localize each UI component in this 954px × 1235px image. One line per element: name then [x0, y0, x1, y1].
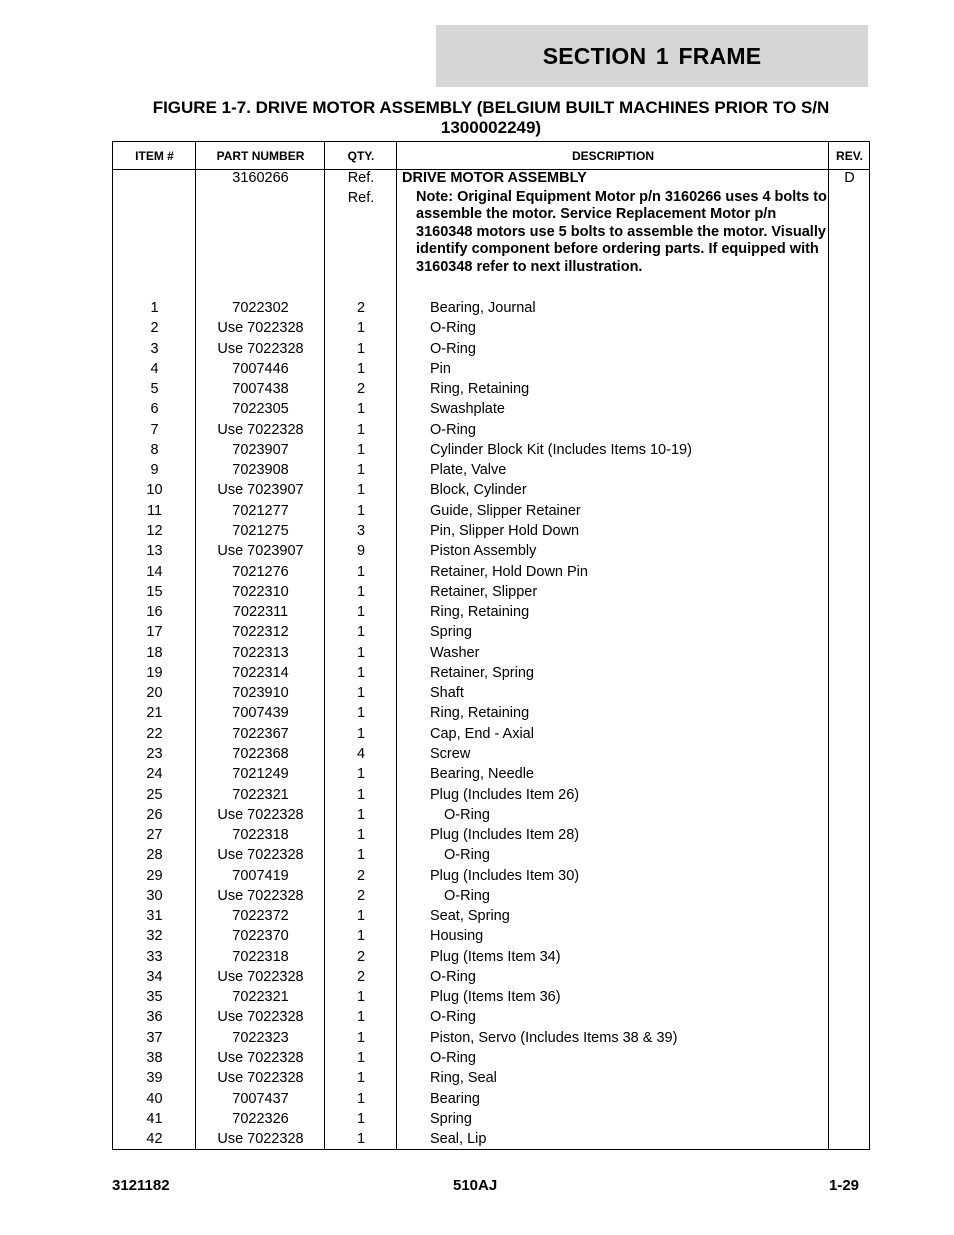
row-description: Spring [430, 624, 472, 641]
parts-table [112, 141, 870, 1150]
row-item-number: 17 [146, 624, 163, 641]
row-item-number: 10 [146, 482, 163, 499]
row-qty: 1 [356, 644, 366, 661]
row-description: Retainer, Slipper [430, 583, 538, 600]
row-description: Bearing [430, 1090, 480, 1107]
row-qty: 1 [356, 664, 366, 681]
row-description: O-Ring [444, 887, 490, 904]
row-qty: 1 [356, 908, 366, 925]
row-part-number: 7007419 [232, 867, 289, 884]
row-part-number: 7022323 [232, 1029, 289, 1046]
column-divider [828, 142, 829, 1149]
row-description: Washer [430, 644, 480, 661]
row-description: Plug (Includes Item 26) [430, 786, 580, 803]
row-description: Shaft [430, 685, 464, 702]
row-description: O-Ring [430, 340, 476, 357]
row-part-number: 7007446 [232, 360, 289, 377]
row-qty: 1 [356, 462, 366, 479]
row-qty: 1 [356, 1070, 366, 1087]
row-description: O-Ring [444, 847, 490, 864]
row-qty: 1 [356, 624, 366, 641]
row-qty: 1 [356, 685, 366, 702]
row-qty: 1 [356, 786, 366, 803]
row-qty: 1 [356, 928, 366, 945]
row-qty: 3 [356, 523, 366, 539]
row-part-number: Use 7022328 [217, 1009, 304, 1026]
row-item-number: 31 [146, 908, 163, 925]
row-description: Swashplate [430, 401, 505, 418]
row-part-number: 7022370 [232, 928, 289, 945]
row-item-number: 37 [146, 1029, 163, 1046]
row-description: Pin, Slipper Hold Down [430, 523, 580, 539]
row-item-number: 21 [146, 705, 163, 722]
row-item-number: 18 [146, 644, 163, 661]
row-part-number: 7022321 [232, 989, 289, 1006]
row-part-number: 7022326 [232, 1110, 289, 1127]
row-item-number: 5 [150, 381, 159, 398]
row-item-number: 11 [146, 502, 163, 519]
row-qty: 1 [356, 725, 366, 742]
row-part-number: Use 7022328 [217, 421, 304, 438]
note-qty: Ref. [347, 190, 375, 206]
row-qty: 2 [356, 381, 366, 398]
row-qty: 1 [356, 1090, 366, 1107]
row-item-number: 6 [150, 401, 159, 418]
row-item-number: 19 [146, 664, 163, 681]
row-description: Ring, Retaining [430, 604, 530, 621]
row-item-number: 7 [150, 421, 159, 438]
row-description: Ring, Retaining [430, 381, 530, 398]
row-part-number: Use 7022328 [217, 1131, 304, 1148]
row-description: Screw [430, 745, 471, 762]
row-qty: 1 [356, 583, 366, 600]
header-item: ITEM # [135, 148, 174, 163]
assembly-rev: D [844, 170, 855, 186]
row-description: Bearing, Journal [430, 300, 536, 316]
row-part-number: 7022311 [232, 604, 289, 621]
row-item-number: 42 [146, 1131, 163, 1148]
row-qty: 1 [356, 827, 366, 843]
row-item-number: 4 [150, 360, 159, 377]
row-item-number: 32 [146, 928, 163, 945]
row-part-number: 7007437 [232, 1090, 289, 1107]
row-part-number: 7022318 [232, 948, 289, 965]
row-qty: 1 [356, 806, 366, 823]
row-description: Plate, Valve [430, 462, 507, 479]
row-item-number: 24 [146, 766, 163, 783]
row-qty: 1 [356, 1050, 366, 1066]
row-part-number: 7023907 [232, 441, 289, 458]
figure-title: FIGURE 1-7. DRIVE MOTOR ASSEMBLY (BELGIUM BUILT MACHINES PRIOR TO S/N 1300002249) [152, 98, 830, 137]
row-description: O-Ring [444, 806, 490, 823]
row-item-number: 39 [146, 1070, 163, 1087]
row-description: Piston Assembly [430, 543, 537, 560]
row-part-number: Use 7022328 [217, 887, 304, 904]
row-description: Ring, Seal [430, 1070, 497, 1087]
row-qty: 2 [356, 968, 366, 985]
footer-document-number: 3121182 [112, 1177, 170, 1194]
row-qty: 2 [356, 300, 366, 316]
row-description: O-Ring [430, 421, 476, 438]
row-description: Plug (Items Item 34) [430, 948, 561, 965]
assembly-part-number: 3160266 [232, 170, 289, 186]
row-part-number: 7007439 [232, 705, 289, 722]
row-description: Housing [430, 928, 484, 945]
row-item-number: 16 [146, 604, 163, 621]
header-description: DESCRIPTION [571, 148, 654, 163]
row-qty: 1 [356, 340, 366, 357]
row-part-number: Use 7022328 [217, 1050, 304, 1066]
row-item-number: 23 [146, 745, 163, 762]
row-item-number: 1 [150, 300, 159, 316]
row-qty: 4 [356, 745, 366, 762]
row-part-number: 7021276 [232, 563, 289, 580]
row-qty: 1 [356, 1110, 366, 1127]
row-description: Pin [430, 360, 451, 377]
row-qty: 1 [356, 360, 366, 377]
row-item-number: 9 [150, 462, 159, 479]
row-part-number: 7022367 [232, 725, 289, 742]
row-description: O-Ring [430, 968, 476, 985]
row-part-number: 7007438 [232, 381, 289, 398]
row-qty: 1 [356, 441, 366, 458]
assembly-qty: Ref. [347, 170, 375, 186]
row-item-number: 8 [150, 441, 159, 458]
row-description: Retainer, Spring [430, 664, 534, 681]
row-part-number: 7022305 [232, 401, 289, 418]
row-description: Cylinder Block Kit (Includes Items 10-19) [430, 441, 692, 458]
row-item-number: 3 [150, 340, 159, 357]
row-item-number: 34 [146, 968, 163, 985]
row-part-number: Use 7022328 [217, 806, 304, 823]
row-item-number: 36 [146, 1009, 163, 1026]
row-part-number: 7022310 [232, 583, 289, 600]
row-part-number: 7022313 [232, 644, 289, 661]
row-part-number: Use 7022328 [217, 847, 304, 864]
row-qty: 2 [356, 948, 366, 965]
row-item-number: 33 [146, 948, 163, 965]
row-description: Seat, Spring [430, 908, 510, 925]
row-part-number: 7022368 [232, 745, 289, 762]
row-description: Retainer, Hold Down Pin [430, 563, 588, 580]
row-qty: 1 [356, 766, 366, 783]
row-item-number: 15 [146, 583, 163, 600]
row-qty: 1 [356, 1131, 366, 1148]
row-qty: 1 [356, 482, 366, 499]
row-description: Plug (Includes Item 30) [430, 867, 580, 884]
row-description: Ring, Retaining [430, 705, 530, 722]
note-text: Note: Original Equipment Motor p/n 3160266 uses 4 bolts to assemble the motor. Service Replacement Motor p/n 3160348 motors use 5 bolts to assemble the motor. Visually identify component before ordering parts. If equipped with 3160348 refer to next illustration. [416, 189, 827, 275]
row-item-number: 30 [146, 887, 163, 904]
row-item-number: 38 [146, 1050, 163, 1066]
footer-page-number: 1-29 [829, 1177, 860, 1194]
row-qty: 1 [356, 847, 366, 864]
row-item-number: 22 [146, 725, 163, 742]
row-qty: 1 [356, 705, 366, 722]
row-item-number: 13 [146, 543, 163, 560]
row-item-number: 28 [146, 847, 163, 864]
row-part-number: 7022312 [232, 624, 289, 641]
row-description: O-Ring [430, 1050, 476, 1066]
row-part-number: Use 7023907 [217, 543, 304, 560]
header-rev: REV. [836, 148, 863, 163]
row-qty: 1 [356, 563, 366, 580]
row-part-number: Use 7022328 [217, 1070, 304, 1087]
row-description: Bearing, Needle [430, 766, 534, 783]
row-part-number: Use 7023907 [217, 482, 304, 499]
row-part-number: 7022318 [232, 827, 289, 843]
section-title: SECTION 1 FRAME [542, 42, 762, 69]
row-item-number: 26 [146, 806, 163, 823]
row-description: Piston, Servo (Includes Items 38 & 39) [430, 1029, 678, 1046]
row-item-number: 14 [146, 563, 163, 580]
row-description: Cap, End - Axial [430, 725, 534, 742]
header-qty: QTY. [347, 148, 375, 163]
row-qty: 1 [356, 989, 366, 1006]
row-part-number: 7022372 [232, 908, 289, 925]
row-item-number: 20 [146, 685, 163, 702]
row-part-number: 7021277 [232, 502, 289, 519]
row-item-number: 27 [146, 827, 163, 843]
row-qty: 2 [356, 867, 366, 884]
row-part-number: 7022302 [232, 300, 289, 316]
row-description: O-Ring [430, 320, 476, 337]
row-qty: 1 [356, 1009, 366, 1026]
row-item-number: 35 [146, 989, 163, 1006]
row-qty: 9 [356, 543, 366, 560]
row-item-number: 12 [146, 523, 163, 539]
row-description: Seal, Lip [430, 1131, 487, 1148]
header-part-number: PART NUMBER [216, 148, 305, 163]
row-qty: 1 [356, 604, 366, 621]
row-item-number: 41 [146, 1110, 163, 1127]
row-part-number: 7021249 [232, 766, 289, 783]
row-part-number: Use 7022328 [217, 340, 304, 357]
row-part-number: Use 7022328 [217, 968, 304, 985]
row-description: Plug (Items Item 36) [430, 989, 561, 1006]
section-banner [436, 25, 868, 87]
row-qty: 2 [356, 887, 366, 904]
assembly-description: DRIVE MOTOR ASSEMBLY [402, 170, 587, 186]
row-description: Guide, Slipper Retainer [430, 502, 581, 519]
row-part-number: Use 7022328 [217, 320, 304, 337]
row-part-number: 7023908 [232, 462, 289, 479]
row-item-number: 29 [146, 867, 163, 884]
row-item-number: 40 [146, 1090, 163, 1107]
row-part-number: 7022321 [232, 786, 289, 803]
row-qty: 1 [356, 421, 366, 438]
row-description: Spring [430, 1110, 472, 1127]
row-part-number: 7021275 [232, 523, 289, 539]
row-description: O-Ring [430, 1009, 476, 1026]
row-description: Block, Cylinder [430, 482, 527, 499]
row-part-number: 7023910 [232, 685, 289, 702]
row-qty: 1 [356, 401, 366, 418]
row-part-number: 7022314 [232, 664, 289, 681]
row-item-number: 2 [150, 320, 159, 337]
row-description: Plug (Includes Item 28) [430, 827, 580, 843]
row-item-number: 25 [146, 786, 163, 803]
row-qty: 1 [356, 502, 366, 519]
row-qty: 1 [356, 320, 366, 337]
row-qty: 1 [356, 1029, 366, 1046]
footer-model: 510AJ [453, 1177, 498, 1194]
